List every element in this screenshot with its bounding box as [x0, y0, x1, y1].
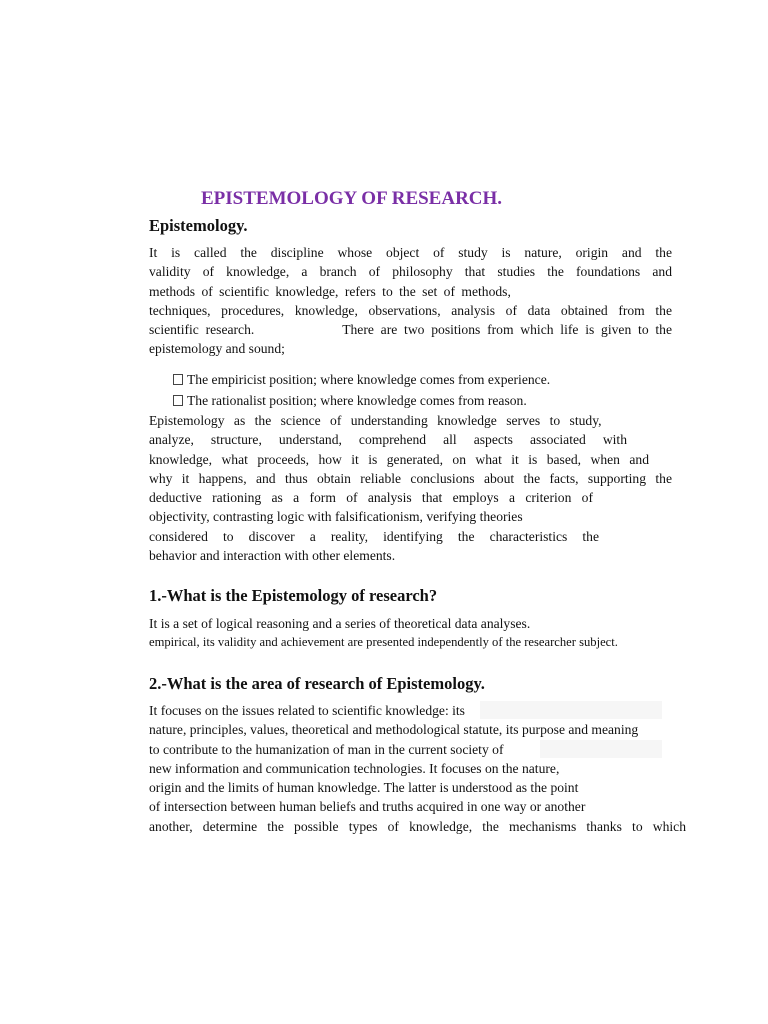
- question2-answer: [149, 701, 689, 836]
- question2-heading: 2.-What is the area of research of Epistemology.: [149, 674, 485, 693]
- text-line: techniques, procedures, knowledge, observations, analysis of data obtained from the: [149, 302, 672, 318]
- bullet-box-icon: [173, 374, 183, 385]
- list-item-text: The empiricist position; where knowledge comes from experience.: [187, 372, 551, 387]
- text-line: methods of scientific knowledge, refers to the set of methods,: [149, 283, 511, 299]
- section-heading-epistemology: Epistemology.: [149, 216, 248, 235]
- text-line: scientific research. There are two positions from which life is given to the: [149, 322, 672, 338]
- text-line: It focuses on the issues related to scientific knowledge: its: [149, 703, 465, 718]
- text-line: to contribute to the humanization of man in the current society of: [149, 741, 504, 757]
- text-line: another, determine the possible types of knowledge, the mechanisms thanks to which: [149, 818, 686, 834]
- text-line: origin and the limits of human knowledge. The latter is understood as the point: [149, 780, 579, 796]
- text-line: It is a set of logical reasoning and a series of theoretical data analyses.: [149, 616, 531, 631]
- text-line: empirical, its validity and achievement are presented independently of the researcher subject.: [149, 635, 618, 650]
- list-item: [173, 370, 550, 391]
- question1-answer: [149, 614, 709, 653]
- question1-heading: 1.-What is the Epistemology of research?: [149, 586, 438, 605]
- bullet-box-icon: [173, 395, 183, 406]
- text-line: new information and communication technologies. It focuses on the nature,: [149, 760, 560, 776]
- text-line: epistemology and sound;: [149, 341, 285, 357]
- list-item-text: The rationalist position; where knowledge comes from reason.: [187, 392, 527, 408]
- text-line: behavior and interaction with other elements.: [149, 548, 396, 564]
- paragraph-science: [149, 411, 672, 565]
- list-item: [173, 391, 550, 412]
- text-line: objectivity, contrasting logic with falsificationism, verifying theories: [149, 509, 523, 525]
- text-line: deductive rationing as a form of analysis that employs a criterion of: [149, 490, 593, 506]
- text-line: considered to discover a reality, identifying the characteristics the: [149, 528, 599, 544]
- text-line: analyze, structure, understand, comprehend all aspects associated with: [149, 432, 627, 448]
- positions-list: [173, 370, 550, 411]
- text-line: why it happens, and thus obtain reliable conclusions about the facts, supporting the: [149, 470, 672, 486]
- document-title: EPISTEMOLOGY OF RESEARCH.: [201, 188, 503, 209]
- text-line: knowledge, what proceeds, how it is generated, on what it is based, when and: [149, 451, 649, 467]
- paragraph-definition: [149, 243, 672, 359]
- text-line: Epistemology as the science of understanding knowledge serves to study,: [149, 413, 602, 428]
- text-line: validity of knowledge, a branch of philosophy that studies the foundations and: [149, 264, 672, 280]
- text-line: of intersection between human beliefs and truths acquired in one way or another: [149, 799, 586, 815]
- text-line: It is called the discipline whose object of study is nature, origin and the: [149, 245, 672, 260]
- text-line: nature, principles, values, theoretical and methodological statute, its purpose and meaning: [149, 722, 639, 738]
